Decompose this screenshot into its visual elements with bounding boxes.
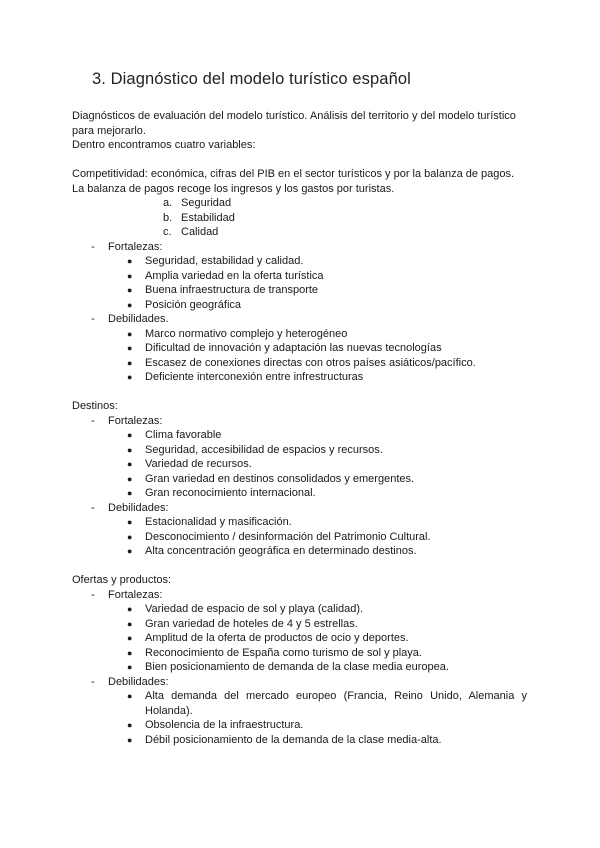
bullet-icon: ● bbox=[127, 328, 133, 339]
debilidades-label: Debilidades: bbox=[108, 675, 169, 688]
list-item: Amplitud de la oferta de productos de ocio y deportes. bbox=[145, 632, 409, 644]
list-item: Gran reconocimiento internacional. bbox=[145, 487, 316, 499]
list-item: Gran variedad en destinos consolidados y emergentes. bbox=[145, 472, 415, 485]
list-item: Débil posicionamiento de la demanda de la clase media-alta. bbox=[145, 733, 442, 746]
list-item: Variedad de espacio de sol y playa (calidad). bbox=[145, 603, 364, 615]
bullet-icon: ● bbox=[127, 531, 133, 542]
list-item: Calidad bbox=[181, 226, 219, 238]
bullet-icon: ● bbox=[127, 662, 133, 672]
list-item: Obsolencia de la infraestructura. bbox=[145, 719, 304, 731]
list-item: Bien posicionamiento de demanda de la clase media europea. bbox=[145, 661, 449, 673]
competitividad-line-1: Competitividad: económica, cifras del PIB en el sector turísticos y por la balanza de pagos. bbox=[72, 168, 515, 180]
bullet-icon: ● bbox=[127, 444, 133, 455]
list-item: Posición geográfica bbox=[145, 298, 242, 311]
intro-line-3: Dentro encontramos cuatro variables: bbox=[72, 139, 256, 151]
bullet-icon: ● bbox=[127, 372, 133, 382]
bullet-icon: ● bbox=[127, 618, 133, 629]
fortalezas-label: Fortalezas: bbox=[108, 414, 163, 427]
list-marker: a. bbox=[163, 197, 173, 209]
fortalezas-label: Fortalezas: bbox=[108, 588, 163, 601]
bullet-icon: ● bbox=[127, 604, 133, 614]
list-item: Estabilidad bbox=[181, 211, 235, 224]
debilidades-label: Debilidades: bbox=[108, 501, 169, 514]
bullet-icon: ● bbox=[127, 285, 133, 295]
bullet-icon: ● bbox=[127, 734, 133, 745]
list-item: Reconocimiento de España como turismo de sol y playa. bbox=[145, 646, 422, 659]
dash-icon: - bbox=[91, 588, 95, 601]
bullet-icon: ● bbox=[127, 473, 133, 484]
fortalezas-label: Fortalezas: bbox=[108, 240, 163, 253]
page-title: 3. Diagnóstico del modelo turístico español bbox=[92, 70, 411, 88]
list-item-continuation: Holanda). bbox=[145, 704, 193, 717]
list-item: Seguridad, accesibilidad de espacios y recursos. bbox=[145, 443, 383, 456]
debilidades-label: Debilidades. bbox=[108, 313, 169, 325]
competitividad-line-2: La balanza de pagos recoge los ingresos y los gastos por turistas. bbox=[72, 182, 395, 195]
dash-icon: - bbox=[91, 501, 95, 514]
list-item: Gran variedad de hoteles de 4 y 5 estrellas. bbox=[145, 617, 358, 630]
intro-line-2: para mejorarlo. bbox=[72, 124, 146, 137]
ofertas-heading: Ofertas y productos: bbox=[72, 574, 172, 586]
list-item: Desconocimiento / desinformación del Patrimonio Cultural. bbox=[145, 530, 431, 543]
bullet-icon: ● bbox=[127, 270, 133, 281]
list-item: Seguridad bbox=[181, 197, 232, 209]
list-item: Alta concentración geográfica en determinado destinos. bbox=[145, 545, 417, 557]
bullet-icon: ● bbox=[127, 256, 133, 266]
bullet-icon: ● bbox=[127, 343, 133, 353]
bullet-icon: ● bbox=[127, 517, 133, 527]
bullet-icon: ● bbox=[127, 691, 133, 701]
list-item: Marco normativo complejo y heterogéneo bbox=[145, 327, 348, 340]
bullet-icon: ● bbox=[127, 357, 133, 368]
list-item: Escasez de conexiones directas con otros países asiáticos/pacífico. bbox=[145, 356, 476, 369]
list-item: Variedad de recursos. bbox=[145, 458, 252, 470]
destinos-heading: Destinos: bbox=[72, 400, 118, 412]
bullet-icon: ● bbox=[127, 647, 133, 658]
bullet-icon: ● bbox=[127, 459, 133, 469]
list-item-justified: Alta demanda del mercado europeo (Francia, Reino Unido, Alemania y bbox=[145, 690, 527, 702]
list-item: Seguridad, estabilidad y calidad. bbox=[145, 255, 304, 267]
dash-icon: - bbox=[91, 313, 95, 325]
bullet-icon: ● bbox=[127, 546, 133, 556]
list-item: Buena infraestructura de transporte bbox=[145, 284, 319, 296]
list-item: Estacionalidad y masificación. bbox=[145, 516, 292, 528]
list-marker: c. bbox=[163, 226, 172, 238]
bullet-icon: ● bbox=[127, 633, 133, 643]
dash-icon: - bbox=[91, 240, 95, 253]
list-item: Deficiente interconexión entre infrestructuras bbox=[145, 371, 364, 383]
list-marker: b. bbox=[163, 211, 173, 224]
bullet-icon: ● bbox=[127, 299, 133, 310]
bullet-icon: ● bbox=[127, 720, 133, 730]
bullet-icon: ● bbox=[127, 488, 133, 498]
dash-icon: - bbox=[91, 675, 95, 688]
intro-line-1: Diagnósticos de evaluación del modelo turístico. Análisis del territorio y del modelo turístico bbox=[72, 110, 516, 122]
list-item: Amplia variedad en la oferta turística bbox=[145, 269, 324, 282]
list-item: Clima favorable bbox=[145, 429, 222, 441]
list-item: Dificultad de innovación y adaptación las nuevas tecnologías bbox=[145, 342, 442, 354]
bullet-icon: ● bbox=[127, 430, 133, 440]
dash-icon: - bbox=[91, 414, 95, 427]
